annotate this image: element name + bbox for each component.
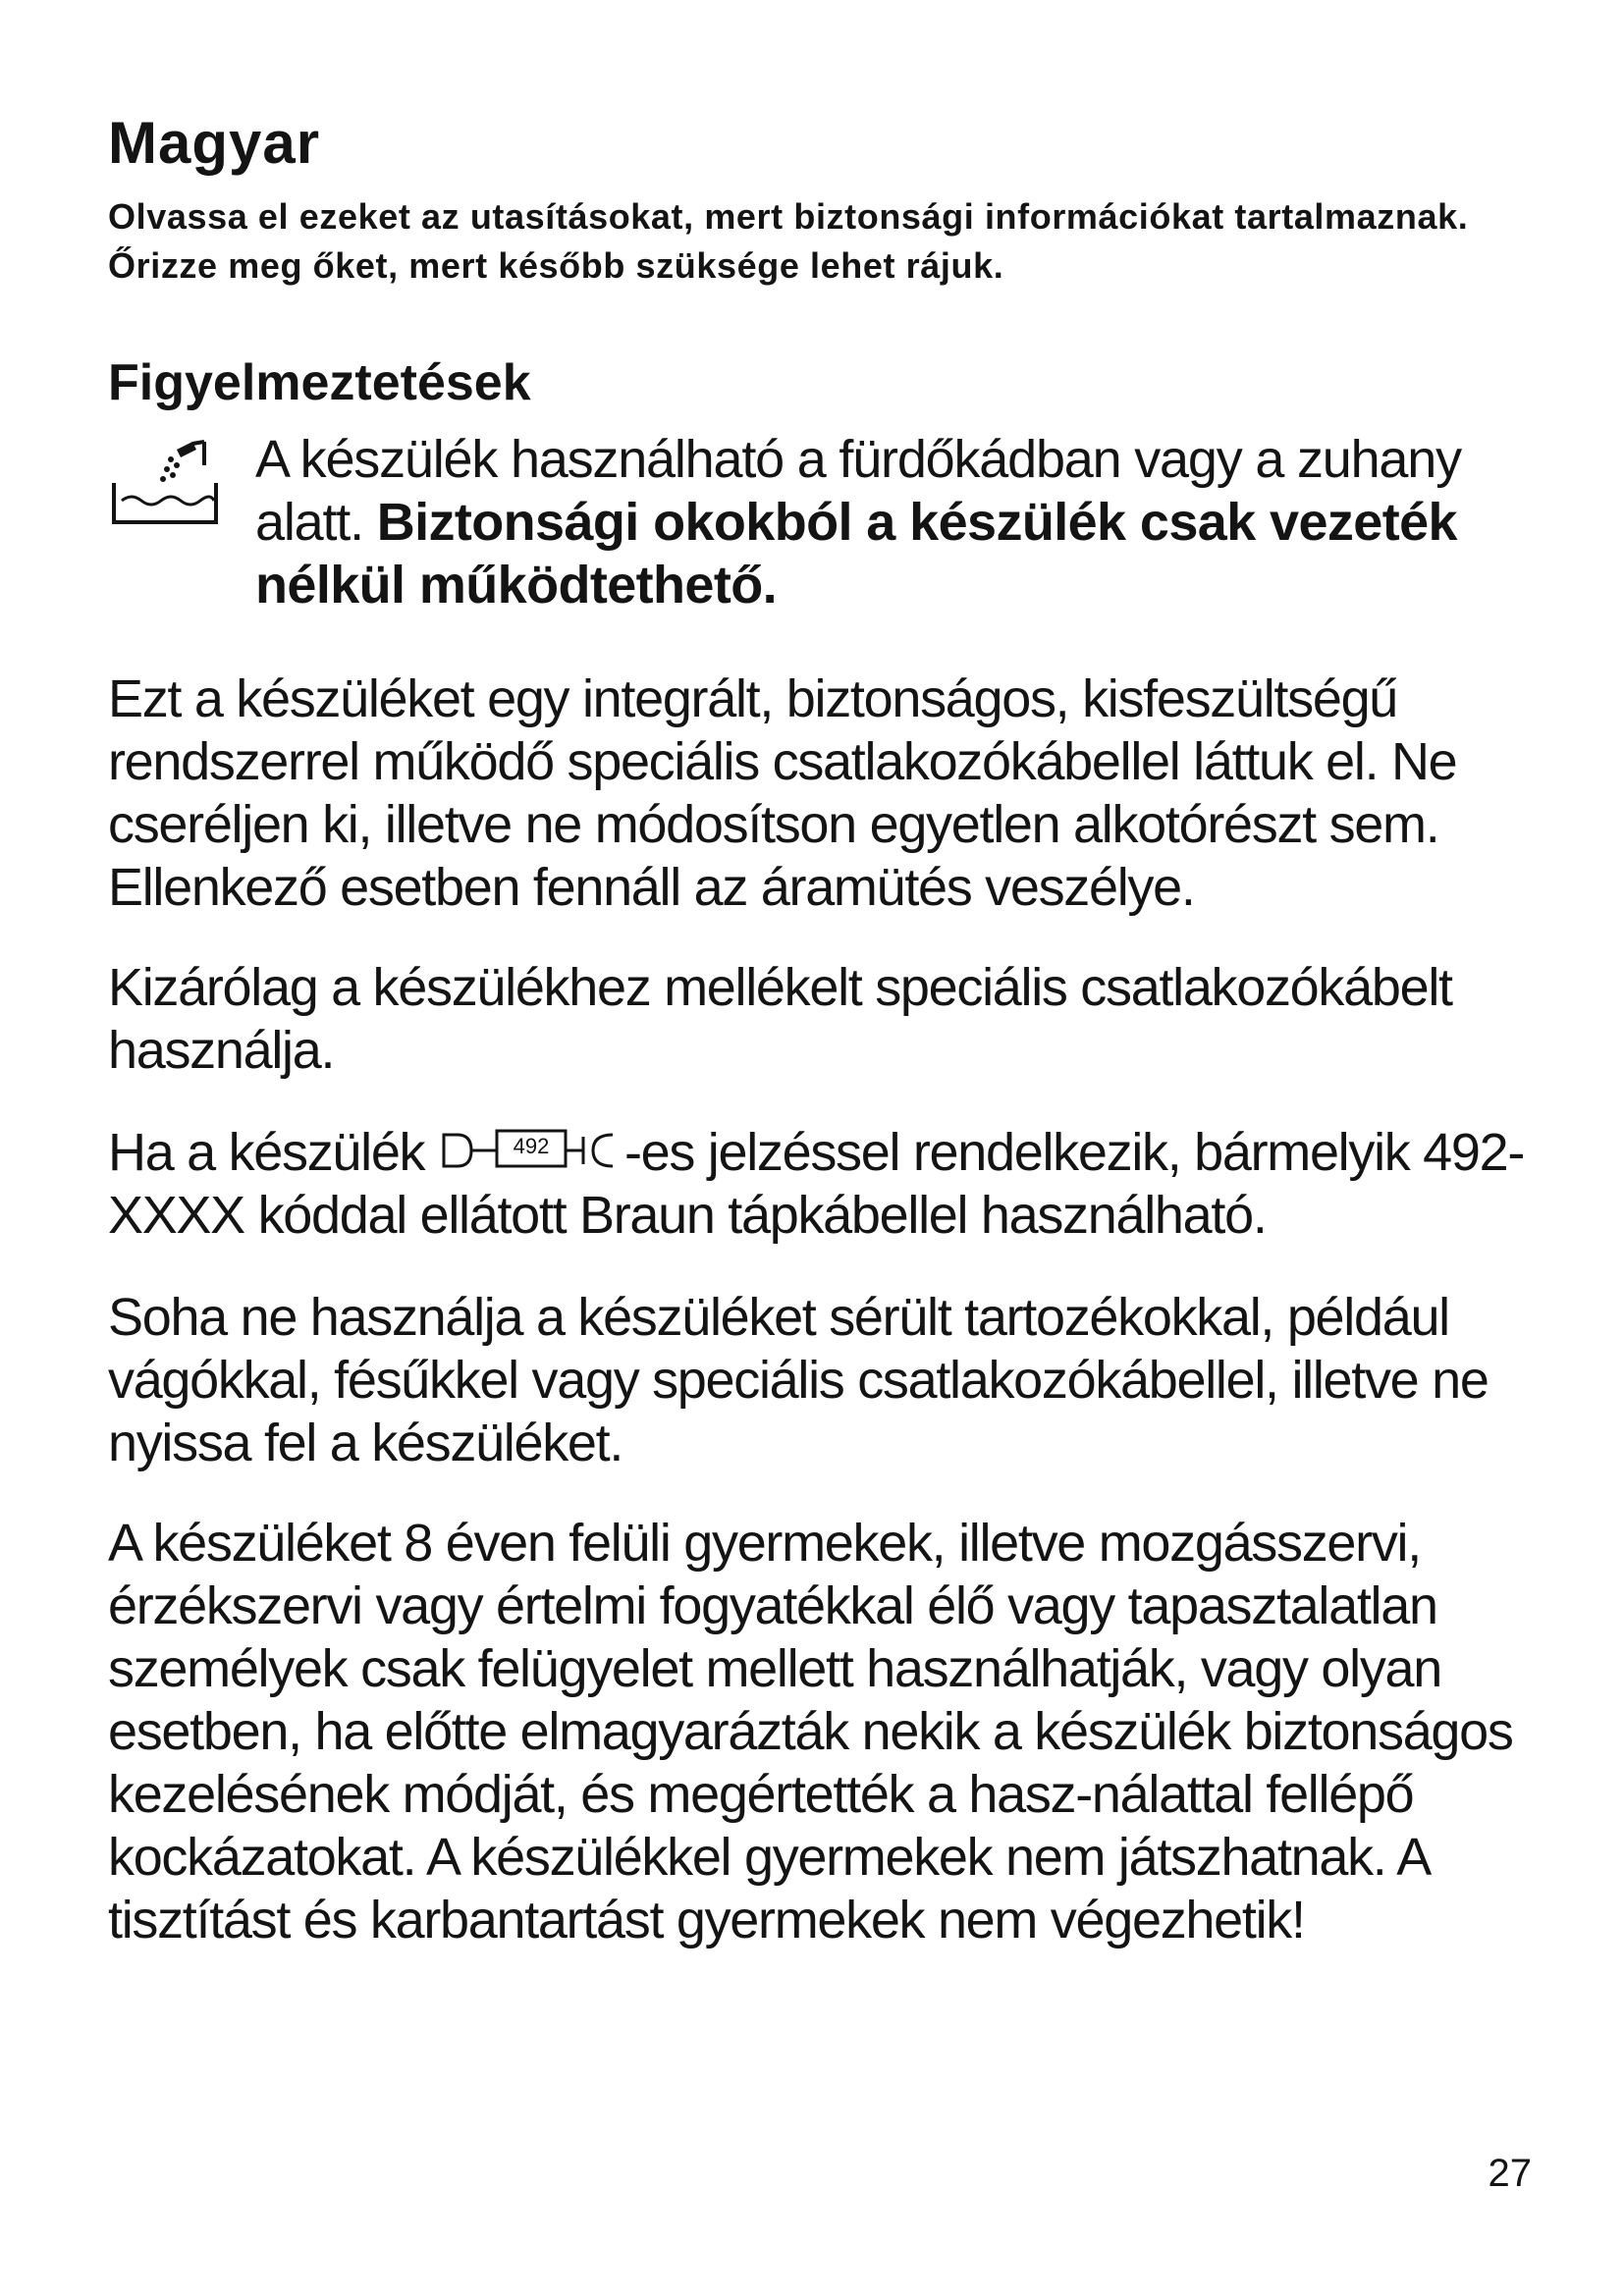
page-number: 27 xyxy=(1488,2152,1532,2195)
marking-text-after: -es jelzéssel rendelkezik, bármelyik 492-XXXX kóddal ellátott Braun tápkábellel használható. xyxy=(108,1123,1525,1245)
plug-code-label: 492 xyxy=(513,1134,550,1158)
intro-notice: Olvassa el ezeket az utasításokat, mert biztonsági információkat tartalmaznak. Őrizze meg őket, mert később szüksége lehet rájuk. xyxy=(108,196,1469,286)
paragraph-children: A készüléket 8 éven felüli gyermekek, illetve mozgásszervi, érzékszervi vagy értelmi fogyatékkal élő vagy tapasztalatlan személyek csak felügyelet mellett használhatják, vagy olyan esetben, ha előtte elmagyarázták nekik a készülék biztonságos kezelésének módját, és megértették a hasz-nálattal fellépő kockázatokat. A készülékkel gyermekek nem játszhatnak. A tisztítást és karbantartást gyermekek nem végezhetik! xyxy=(108,1514,1513,1949)
section-heading-warnings: Figyelmeztetések xyxy=(108,354,531,411)
language-title: Magyar xyxy=(108,110,321,176)
paragraph-cable-system: Ezt a készüléket egy integrált, biztonságos, kisfeszültségű rendszerrel működő speciális csatlakozókábellel láttuk el. Ne cseréljen ki, illetve ne módosítson egyetlen alkotórészt sem. Ellenkező esetben fennáll az áramütés veszélye. xyxy=(108,669,1457,917)
paragraph-marking xyxy=(108,1121,1551,1247)
bath-warning-bold: Biztonsági okokból a készülék csak vezeték nélkül működtethető. xyxy=(255,493,1457,614)
bath-warning-block xyxy=(108,428,1532,634)
marking-text-before: Ha a készülék xyxy=(108,1123,438,1182)
bath-warning-text xyxy=(255,428,1542,616)
plug-connector-symbol xyxy=(440,1125,623,1176)
bath-shower-icon xyxy=(108,436,222,534)
paragraph-only-supplied-cable: Kizárólag a készülékhez mellékelt speciális csatlakozókábelt használja. xyxy=(108,958,1452,1080)
paragraph-damaged-accessories: Soha ne használja a készüléket sérült tartozékokkal, például vágókkal, fésűkkel vagy speciális csatlakozókábellel, illetve ne nyissa fel a készüléket. xyxy=(108,1288,1489,1472)
bath-warning-normal: A készülék használható a fürdőkádban vagy a zuhany alatt. xyxy=(255,430,1461,552)
